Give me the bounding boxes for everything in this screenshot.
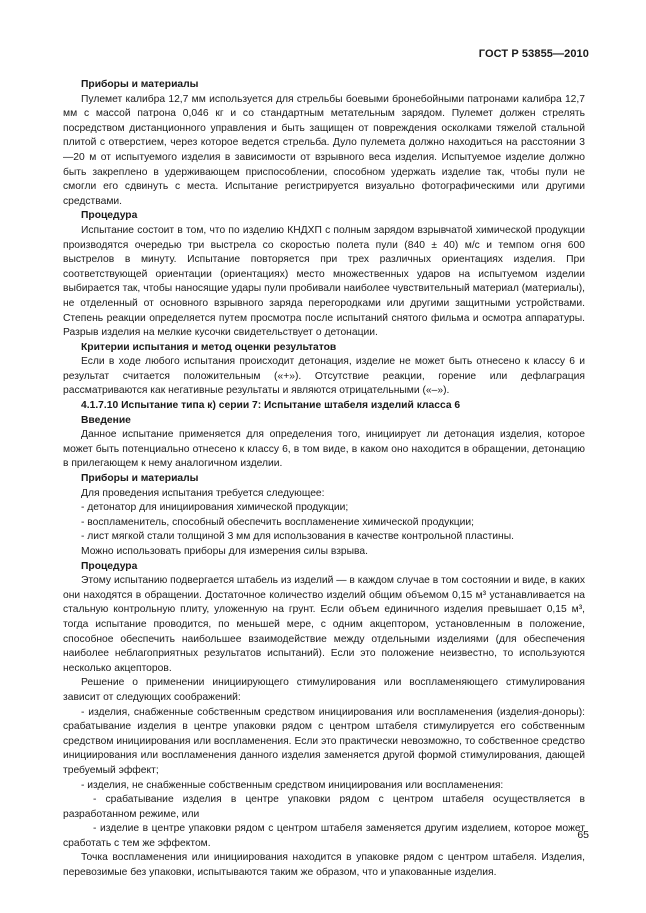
body-paragraph: - лист мягкой стали толщиной 3 мм для использования в качестве контрольной пластины.	[81, 531, 515, 543]
section-heading: Критерии испытания и метод оценки результатов	[81, 341, 337, 353]
body-paragraph: - срабатывание изделия в центре упаковки рядом с центром штабеля осуществляется в разработанном режиме, или	[63, 794, 585, 820]
body-paragraph: Для проведения испытания требуется следующее:	[81, 487, 325, 499]
body-paragraph: Данное испытание применяется для определения того, инициирует ли детонация изделия, которое может быть потенциально отнесено к классу 6, в том виде, в каком оно находится в обращении, детонацию в прилегающем к нему аналогичном изделии.	[63, 429, 585, 470]
body-paragraph: - изделия, снабженные собственным средством инициирования или воспламенения (изделия-доноры): срабатывание изделия в центре упаковки рядом с центром штабеля стимулируется его собственным средством инициирования или воспламенения. Если это практически невозможно, то собственное средство инициирования или воспламенения данного изделия заменяется другой формой стимулирования, дающей требуемый эффект;	[63, 706, 585, 776]
document-body	[63, 78, 585, 881]
section-heading: 4.1.7.10 Испытание типа к) серии 7: Испытание штабеля изделий класса 6	[81, 400, 461, 412]
body-paragraph: Можно использовать приборы для измерения силы взрыва.	[81, 546, 368, 557]
body-paragraph: Решение о применении инициирующего стимулирования или воспламеняющего стимулирования зависит от следующих соображений:	[63, 677, 585, 703]
section-heading: Приборы и материалы	[81, 473, 199, 485]
body-paragraph: Испытание состоит в том, что по изделию КНДХП с полным зарядом взрывчатой химической продукции производятся очередью три выстрела со скоростью полета пули (840 ± 40) м/с и темпом огня 600 выстрелов в минуту. Испытание повторяется при трех различных ориентациях изделия. При соответствующей ориентации (ориентациях) место множественных ударов на испытуемом изделии выбирается так, чтобы наносящие удары пули пробивали наиболее чувствительный материал (материалы), не отделенный от основного взрывного заряда перегородками или другими защитными устройствами. Степень реакции определяется путем просмотра после испытаний снятого фильма и осмотра аппаратуры. Разрыв изделия на мелкие кусочки свидетельствует о детонации.	[63, 224, 585, 339]
body-paragraph: - детонатор для инициирования химической продукции;	[81, 502, 349, 514]
section-heading: Введение	[81, 414, 131, 426]
body-paragraph: Точка воспламенения или инициирования находится в упаковке рядом с центром штабеля. Изделия, перевозимые без упаковки, испытываются таким же образом, что и упакованные изделия.	[63, 852, 585, 879]
body-paragraph: Этому испытанию подвергается штабель из изделий — в каждом случае в том состоянии и виде, в каких они находятся в обращении. Достаточное количество изделий общим объемом 0,15 м³ устанавливается на стальную контрольную плиту, уложенную на грунт. Если объем единичного изделия превышает 0,15 м³, тогда испытание проводится, по меньшей мере, с одним акцептором, установленным в положение, способное обеспечить наибольшее взаимодействие между отдельными изделиями (для обеспечения наиболее неблагоприятных результатов испытаний). Если это положение неизвестно, то используются несколько акцепторов.	[63, 575, 585, 674]
section-heading: Приборы и материалы	[81, 79, 199, 90]
body-paragraph: - изделие в центре упаковки рядом с центром штабеля заменяется другим изделием, которое может сработать с тем же эффектом.	[63, 823, 585, 849]
section-heading: Процедура	[81, 560, 138, 572]
body-paragraph: Если в ходе любого испытания происходит детонация, изделие не может быть отнесено к классу 6 и результат считается положительным («+»). Отсутствие реакции, горение или дефлаграция рассматриваются как негативные результаты и являются отрицательными («–»).	[63, 356, 585, 397]
body-paragraph: - воспламенитель, способный обеспечить воспламенение химической продукции;	[81, 516, 475, 528]
section-heading: Процедура	[81, 210, 138, 222]
body-paragraph: - изделия, не снабженные собственным средством инициирования или воспламенения:	[81, 779, 504, 791]
standard-header: ГОСТ Р 53855—2010	[478, 48, 589, 60]
page-number: 65	[577, 829, 589, 842]
body-paragraph: Пулемет калибра 12,7 мм используется для стрельбы боевыми бронебойными патронами калибра 12,7 мм с массой патрона 0,046 кг и со стандартным метательным зарядом. Пулемет должен стрелять посредством дистанционного управления и быть защищен от повреждения осколками тяжелой стальной плитой с отверстием, через которое ведется стрельба. Дуло пулемета должно находиться на расстоянии 3—20 м от испытуемого изделия в зависимости от взрывного веса изделия. Испытуемое изделие должно быть закреплено в удерживающем приспособлении, способном удержать изделие так, чтобы пули не смогли его сдвинуть с места. Испытание регистрируется визуально фотографическими или другими средствами.	[63, 93, 585, 207]
